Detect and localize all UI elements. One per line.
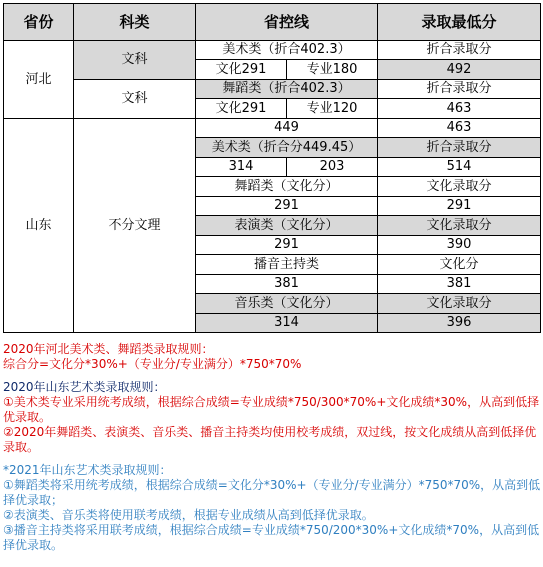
line-shandong-perform: 291 — [196, 236, 378, 255]
hebei-rule-formula: 综合分=文化分*30%+（专业分/专业满分）*750*70% — [3, 357, 302, 371]
line-shandong-music: 314 — [196, 314, 378, 333]
min-shandong-broadcast: 381 — [378, 275, 541, 294]
sd2021-rule-2: ②表演类、音乐类将使用联考成绩，根据专业成绩从高到低择优录取。 — [3, 508, 374, 522]
header-province: 省份 — [4, 4, 74, 41]
major-hebei-art: 专业180 — [287, 60, 378, 80]
category-shandong-dance: 舞蹈类（文化分） — [196, 177, 378, 197]
notes-section — [3, 342, 541, 553]
admit-label-shandong-broadcast: 文化分 — [378, 255, 541, 275]
sd2020-rule-2: ②2020年舞蹈类、表演类、音乐类、播音主持类均使用校考成绩，双过线，按文化成绩从高到低择优录取。 — [3, 425, 537, 454]
table-row — [4, 41, 541, 60]
line-shandong-general: 449 — [196, 119, 378, 138]
sd2020-rule-title: 2020年山东艺术类录取规则： — [3, 380, 166, 394]
category-shandong-perform: 表演类（文化分） — [196, 216, 378, 236]
admit-label-shandong-perform: 文化录取分 — [378, 216, 541, 236]
admit-label-shandong-art: 折合录取分 — [378, 138, 541, 158]
header-min-score: 录取最低分 — [378, 4, 541, 41]
category-shandong-music: 音乐类（文化分） — [196, 294, 378, 314]
min-shandong-music: 396 — [378, 314, 541, 333]
table-header-row — [4, 4, 541, 41]
culture-shandong-art: 314 — [196, 158, 287, 177]
table-row — [4, 119, 541, 138]
table-row — [4, 80, 541, 99]
min-score-hebei-art: 492 — [378, 60, 541, 80]
province-hebei: 河北 — [4, 41, 74, 119]
category-hebei-dance: 舞蹈类（折合402.3） — [196, 80, 378, 99]
category-shandong-art: 美术类（折合分449.45） — [196, 138, 378, 158]
culture-hebei-dance: 文化291 — [196, 99, 287, 119]
min-shandong-dance: 291 — [378, 197, 541, 216]
subject-hebei-dance: 文科 — [74, 80, 196, 119]
major-shandong-art: 203 — [287, 158, 378, 177]
province-shandong: 山东 — [4, 119, 74, 333]
line-shandong-broadcast: 381 — [196, 275, 378, 294]
subject-hebei-art: 文科 — [74, 41, 196, 80]
min-shandong-art: 514 — [378, 158, 541, 177]
admission-score-table — [3, 3, 541, 333]
sd2020-rule-1: ①美术类专业采用统考成绩，根据综合成绩=专业成绩*750/300*70%+文化成绩*30%，从高到低择优录取。 — [3, 395, 540, 424]
admit-label-shandong-dance: 文化录取分 — [378, 177, 541, 197]
header-subject: 科类 — [74, 4, 196, 41]
admit-label-hebei-dance: 折合录取分 — [378, 80, 541, 99]
category-hebei-art: 美术类（折合402.3） — [196, 41, 378, 60]
min-shandong-perform: 390 — [378, 236, 541, 255]
hebei-rule-title: 2020年河北美术类、舞蹈类录取规则： — [3, 342, 214, 356]
header-control-line: 省控线 — [196, 4, 378, 41]
sd2021-rule-title: *2021年山东艺术类录取规则： — [3, 463, 172, 477]
min-shandong-general: 463 — [378, 119, 541, 138]
major-hebei-dance: 专业120 — [287, 99, 378, 119]
line-shandong-dance: 291 — [196, 197, 378, 216]
admit-label-hebei-art: 折合录取分 — [378, 41, 541, 60]
culture-hebei-art: 文化291 — [196, 60, 287, 80]
sd2021-rule-1: ①舞蹈类将采用统考成绩，根据综合成绩=文化分*30%+（专业分/专业满分）*750*70%，从高到低择优录取； — [3, 478, 541, 507]
sd2021-rule-3: ③播音主持类将采用联考成绩，根据综合成绩=专业成绩*750/200*30%+文化成绩*70%，从高到低择优录取。 — [3, 523, 540, 552]
admit-label-shandong-music: 文化录取分 — [378, 294, 541, 314]
min-score-hebei-dance: 463 — [378, 99, 541, 119]
category-shandong-broadcast: 播音主持类 — [196, 255, 378, 275]
subject-shandong: 不分文理 — [74, 119, 196, 333]
